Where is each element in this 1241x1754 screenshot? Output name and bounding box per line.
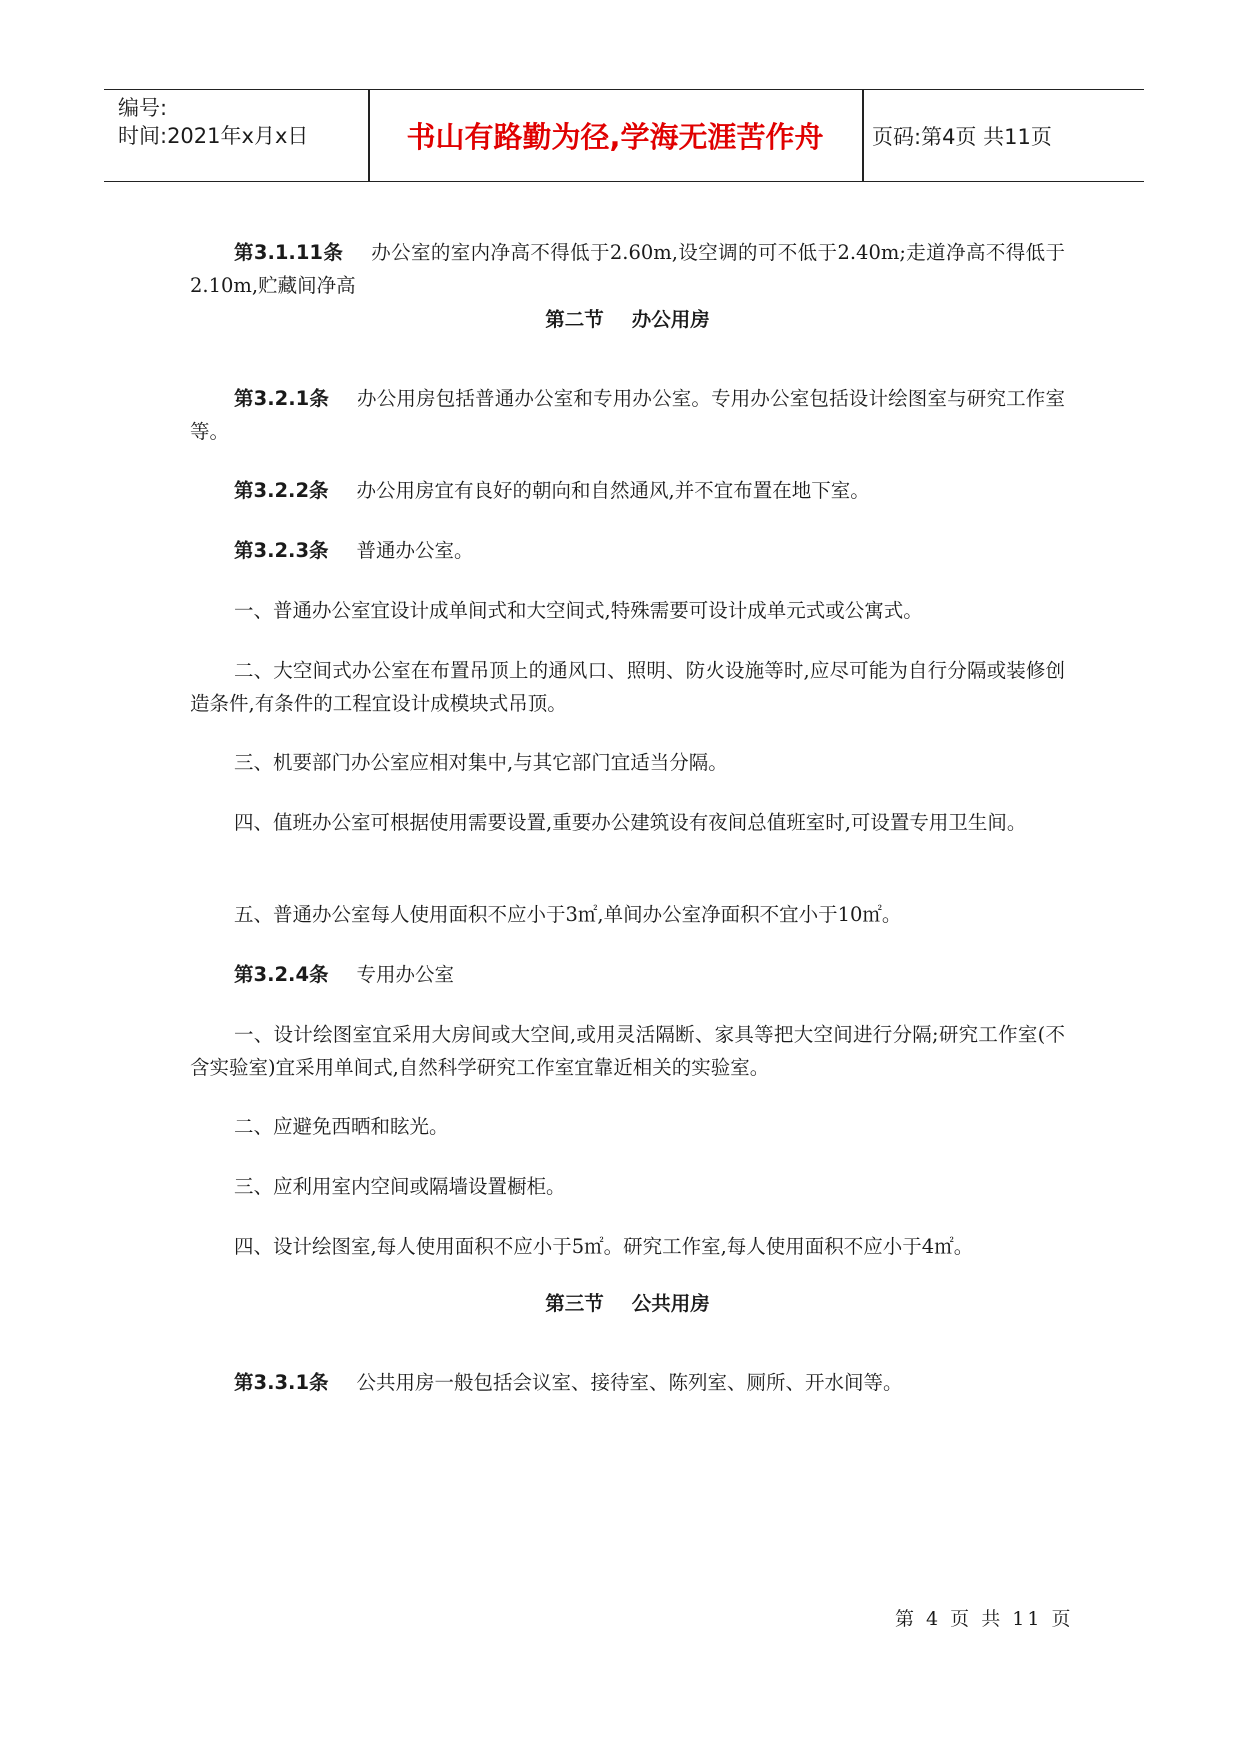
section-number: 第二节 (545, 308, 604, 331)
document-time-label: 时间:2021年x月x日 (118, 124, 309, 148)
list-item: 二、大空间式办公室在布置吊顶上的通风口、照明、防火设施等时,应尽可能为自行分隔或装修创造条件,有条件的工程宜设计成模块式吊顶。 (190, 658, 1065, 715)
page-header (104, 89, 1144, 182)
clause-text: 办公用房宜有良好的朝向和自然通风,并不宜布置在地下室。 (356, 478, 870, 502)
clause-3-2-3 (190, 534, 1065, 567)
header-page-info: 页码:第4页 共11页 (872, 124, 1052, 149)
clause-3-2-4 (190, 958, 1065, 991)
section-title: 办公用房 (631, 308, 710, 331)
clause-3-2-2 (190, 474, 1065, 507)
section-title: 公共用房 (631, 1292, 710, 1315)
clause-3-3-1 (190, 1366, 1065, 1399)
list-item: 四、设计绘图室,每人使用面积不应小于5㎡。研究工作室,每人使用面积不应小于4㎡。 (234, 1234, 974, 1258)
header-divider (862, 90, 864, 181)
section-heading-3 (190, 1288, 1065, 1316)
header-meta (118, 94, 308, 150)
list-item: 一、普通办公室宜设计成单间式和大空间式,特殊需要可设计成单元式或公寓式。 (234, 598, 923, 622)
clause-number: 第3.2.3条 (234, 538, 329, 562)
list-item: 三、机要部门办公室应相对集中,与其它部门宜适当分隔。 (234, 750, 728, 774)
clause-text: 公共用房一般包括会议室、接待室、陈列室、厕所、开水间等。 (356, 1370, 903, 1394)
section-heading-2 (190, 304, 1065, 332)
list-item: 五、普通办公室每人使用面积不应小于3㎡,单间办公室净面积不宜小于10㎡。 (234, 902, 902, 926)
clause-text: 办公用房包括普通办公室和专用办公室。专用办公室包括设计绘图室与研究工作室等。 (190, 386, 1065, 443)
list-item: 三、应利用室内空间或隔墙设置橱柜。 (234, 1174, 566, 1198)
clause-text: 办公室的室内净高不得低于2.60m,设空调的可不低于2.40m;走道净高不得低于2.10m,贮藏间净高 (190, 240, 1065, 297)
list-item: 四、值班办公室可根据使用需要设置,重要办公建筑设有夜间总值班室时,可设置专用卫生间。 (234, 810, 1027, 834)
clause-3-1-11 (190, 236, 1065, 302)
list-item: 二、应避免西晒和眩光。 (234, 1114, 449, 1138)
clause-text: 普通办公室。 (356, 538, 474, 562)
clause-number: 第3.2.4条 (234, 962, 329, 986)
clause-3-2-1 (190, 382, 1065, 448)
clause-number: 第3.3.1条 (234, 1370, 329, 1394)
document-number-label: 编号: (118, 96, 168, 120)
clause-number: 第3.1.11条 (234, 240, 344, 264)
clause-number: 第3.2.1条 (234, 386, 330, 410)
page-footer: 第 4 页 共 11 页 (895, 1608, 1074, 1630)
section-number: 第三节 (545, 1292, 604, 1315)
clause-text: 专用办公室 (356, 962, 455, 986)
header-slogan: 书山有路勤为径,学海无涯苦作舟 (406, 120, 824, 154)
list-item: 一、设计绘图室宜采用大房间或大空间,或用灵活隔断、家具等把大空间进行分隔;研究工作室(不含实验室)宜采用单间式,自然科学研究工作室宜靠近相关的实验室。 (190, 1022, 1065, 1079)
clause-number: 第3.2.2条 (234, 478, 329, 502)
